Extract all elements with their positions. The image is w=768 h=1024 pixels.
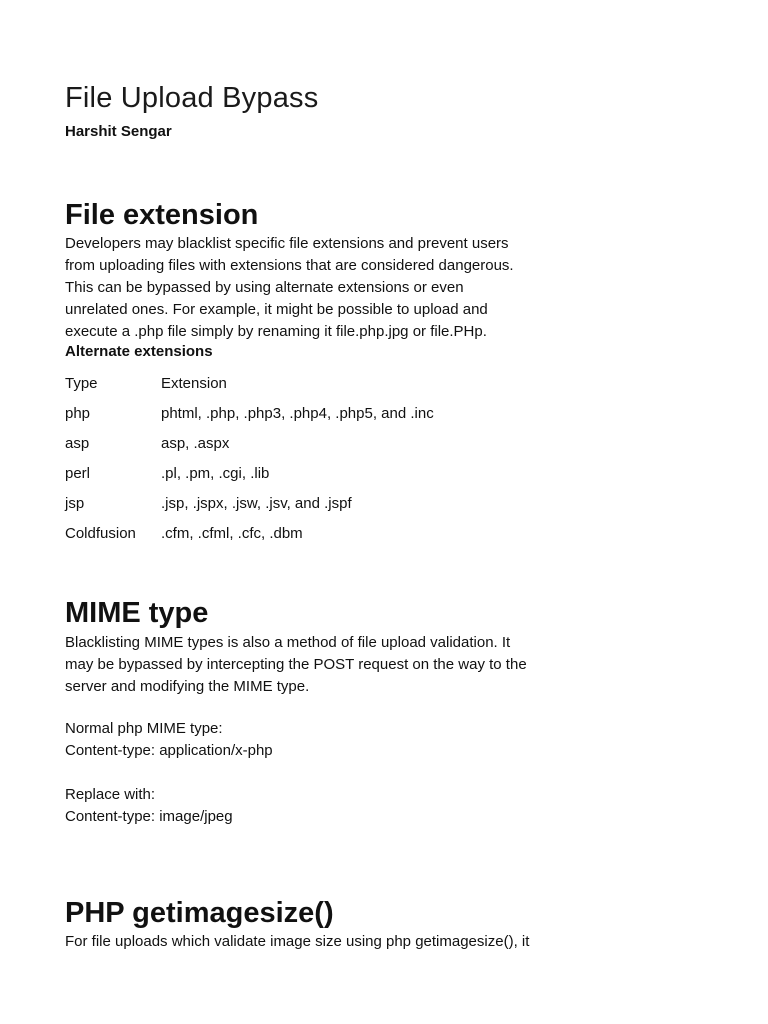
heading-file-extension: File extension	[65, 199, 259, 231]
table-cell-type: Coldfusion	[65, 524, 136, 542]
replace-mime-value: Content-type: image/jpeg	[65, 808, 233, 825]
table-row	[65, 398, 434, 428]
paragraph-line: may be bypassed by intercepting the POST request on the way to the	[65, 656, 527, 673]
paragraph-line: This can be bypassed by using alternate extensions or even	[65, 279, 464, 296]
table-header-extension: Extension	[161, 374, 227, 392]
paragraph-line: unrelated ones. For example, it might be possible to upload and	[65, 301, 488, 318]
normal-mime-block	[65, 718, 605, 762]
paragraph-line: Developers may blacklist specific file extensions and prevent users	[65, 235, 509, 252]
table-cell-extension: phtml, .php, .php3, .php4, .php5, and .inc	[161, 404, 434, 422]
paragraph-line: server and modifying the MIME type.	[65, 678, 310, 695]
table-cell-extension: .pl, .pm, .cgi, .lib	[161, 464, 270, 482]
paragraph-file-extension	[65, 233, 605, 343]
heading-getimagesize: PHP getimagesize()	[65, 897, 334, 929]
table-row	[65, 518, 434, 548]
table-cell-extension: .cfm, .cfml, .cfc, .dbm	[161, 524, 303, 542]
replace-mime-block	[65, 784, 605, 828]
table-cell-type: perl	[65, 464, 91, 482]
table-cell-type: php	[65, 404, 91, 422]
heading-mime-type: MIME type	[65, 597, 209, 629]
table-cell-extension: .jsp, .jspx, .jsw, .jsv, and .jspf	[161, 494, 352, 512]
table-header-row	[65, 368, 434, 398]
document-title: File Upload Bypass	[65, 82, 319, 114]
table-row	[65, 428, 434, 458]
paragraph-line: For file uploads which validate image size using php getimagesize(), it	[65, 933, 530, 950]
paragraph-line: execute a .php file simply by renaming it file.php.jpg or file.PHp.	[65, 323, 487, 340]
table-cell-type: jsp	[65, 494, 85, 512]
paragraph-mime-type	[65, 632, 605, 698]
extensions-table	[65, 368, 434, 548]
replace-mime-label: Replace with:	[65, 786, 156, 803]
paragraph-getimagesize	[65, 931, 605, 953]
paragraph-line: Blacklisting MIME types is also a method of file upload validation. It	[65, 634, 511, 651]
table-cell-type: asp	[65, 434, 90, 452]
paragraph-line: from uploading files with extensions that are considered dangerous.	[65, 257, 514, 274]
table-row	[65, 458, 434, 488]
document-author: Harshit Sengar	[65, 123, 172, 140]
table-header-type: Type	[65, 374, 98, 392]
table-cell-extension: asp, .aspx	[161, 434, 230, 452]
subheading-alternate-extensions: Alternate extensions	[65, 343, 213, 360]
normal-mime-value: Content-type: application/x-php	[65, 742, 273, 759]
normal-mime-label: Normal php MIME type:	[65, 720, 223, 737]
table-row	[65, 488, 434, 518]
